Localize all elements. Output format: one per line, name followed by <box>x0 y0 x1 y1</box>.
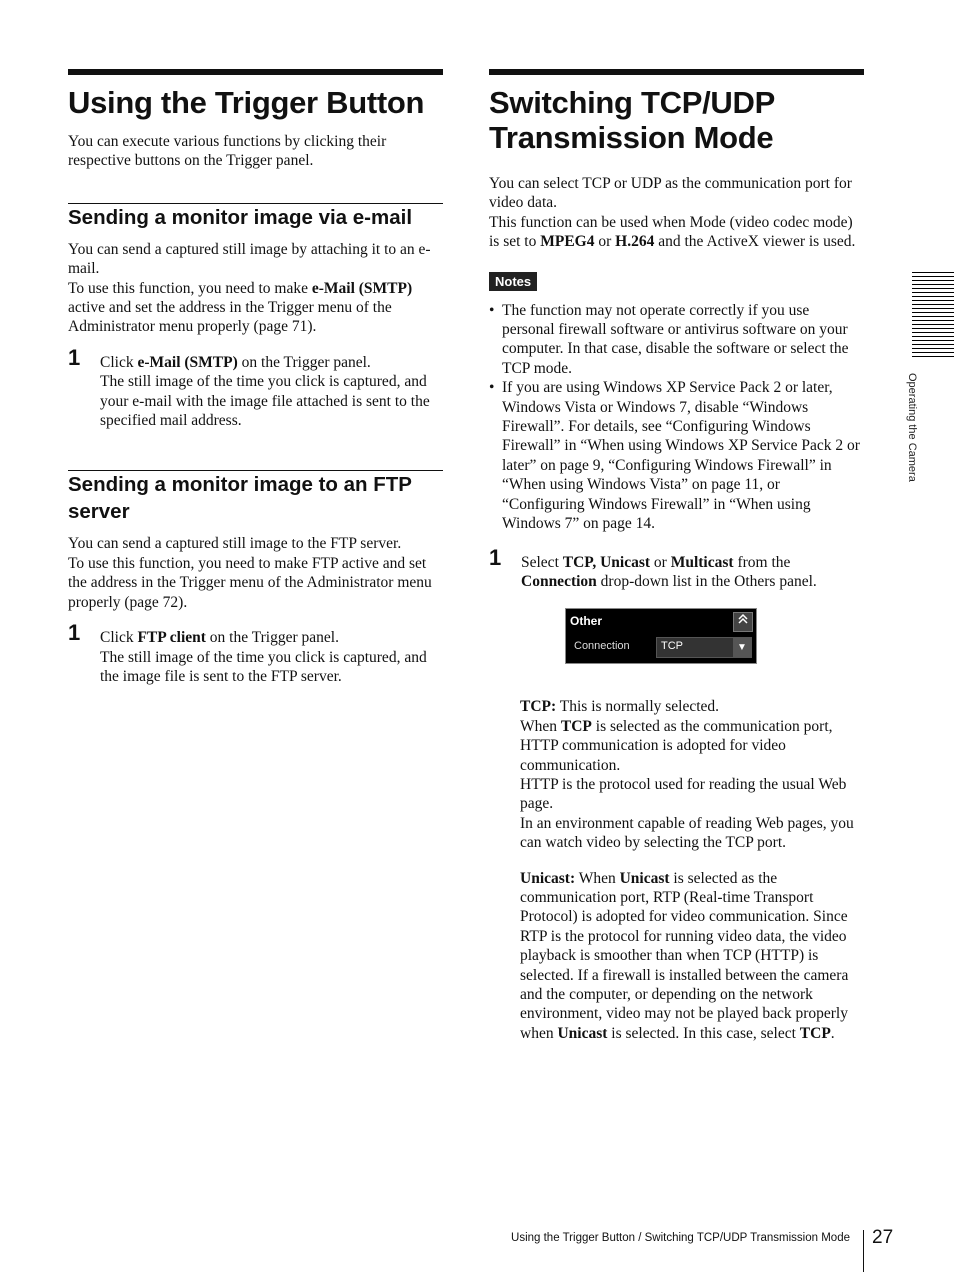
tcp-intro-2: This function can be used when Mode (video codec mode) is set to MPEG4 or H.264 and the ActiveX viewer is used. <box>489 213 856 251</box>
step-number: 1 <box>489 544 502 570</box>
panel-title: Other <box>570 614 603 629</box>
notes-badge: Notes <box>489 272 537 291</box>
side-section-label: Operating the Camera <box>906 373 918 482</box>
tcp-description: TCP: This is normally selected. When TCP is selected as the communication port, HTTP communication is adopted for video communication. HTTP is the protocol used for reading the usual Web page. In an environment capable of reading Web pages, you can watch video by selecting the TCP port. <box>520 698 854 852</box>
section-title: Switching TCP/UDP Transmission Mode <box>489 85 775 155</box>
email-paragraph-1: You can send a captured still image by attaching it to an e-mail. <box>68 240 431 278</box>
notes-list <box>489 301 864 534</box>
ftp-heading: Sending a monitor image to an FTP server <box>68 470 443 525</box>
footer-divider <box>863 1230 864 1272</box>
ftp-step-detail: The still image of the time you click is captured, and the image file is sent to the FTP server. <box>100 648 427 685</box>
title-rule <box>68 69 443 75</box>
unicast-description: Unicast: When Unicast is selected as the communication port, RTP (Real-time Transport Protocol) is adopted for video communication. Since RTP is the protocol for running video data, the video playback is smoother than when TCP (HTTP) is selected. If a firewall is installed between the camera and the computer, or depending on the network environment, video may not be played back properly when Unicast is selected. In this case, select TCP. <box>520 869 849 1042</box>
note-item: • The function may not operate correctly if you use personal firewall software or antivirus software on your computer. In that case, disable the software or select the TCP mode. <box>489 301 849 377</box>
triangle-down-icon[interactable]: ▼ <box>733 638 751 657</box>
ftp-paragraph-1: You can send a captured still image to the FTP server. <box>68 535 402 553</box>
intro-text: You can execute various functions by clicking their respective buttons on the Trigger panel. <box>68 133 387 170</box>
ftp-step: 1 Click FTP client on the Trigger panel. The still image of the time you click is captured, and the image file is sent to the FTP server. <box>68 628 443 686</box>
left-column <box>68 69 443 686</box>
page-title: Using the Trigger Button <box>68 85 425 120</box>
page-number: 27 <box>872 1227 894 1248</box>
connection-step: 1 Select TCP, Unicast or Multicast from the Connection drop-down list in the Others panel. <box>489 544 817 590</box>
tcp-intro-1: You can select TCP or UDP as the communication port for video data. <box>489 175 852 212</box>
other-panel-screenshot <box>565 608 757 664</box>
side-tab-stripes <box>912 272 954 360</box>
email-step-detail: The still image of the time you click is captured, and your e-mail with the image file attached is sent to the specified mail address. <box>100 373 430 430</box>
email-paragraph-2: To use this function, you need to make e-Mail (SMTP) active and set the address in the Trigger menu of the Administrator menu properly (page 71). <box>68 279 413 336</box>
footer-running-title: Using the Trigger Button / Switching TCP/UDP Transmission Mode <box>511 1232 850 1244</box>
double-chevron-up-icon[interactable] <box>733 612 753 632</box>
ftp-paragraph-2: To use this function, you need to make FTP active and set the address in the Trigger menu of the Administrator menu properly (page 72). <box>68 554 432 611</box>
title-rule <box>489 69 864 75</box>
email-step: 1 Click e-Mail (SMTP) on the Trigger panel. The still image of the time you click is captured, and your e-mail with the image file attached is sent to the specified mail address. <box>68 353 443 431</box>
connection-select[interactable] <box>656 637 752 658</box>
connection-label: Connection <box>574 640 630 653</box>
note-item: • If you are using Windows XP Service Pack 2 or later, Windows Vista or Windows 7, disable “Windows Firewall”. For details, see “Configuring Windows Firewall” in “When using Windows XP Service Pack 2 or later” on page 9, “Configuring Windows Firewall” in “When using Windows Vista” on page 11, or “Configuring Windows Firewall” in “When using Windows 7” on page 14. <box>489 379 860 533</box>
connection-selected-value: TCP <box>661 640 683 653</box>
step-number: 1 <box>68 620 81 646</box>
email-heading: Sending a monitor image via e-mail <box>68 203 443 231</box>
right-column <box>489 69 864 1043</box>
step-number: 1 <box>68 344 81 370</box>
